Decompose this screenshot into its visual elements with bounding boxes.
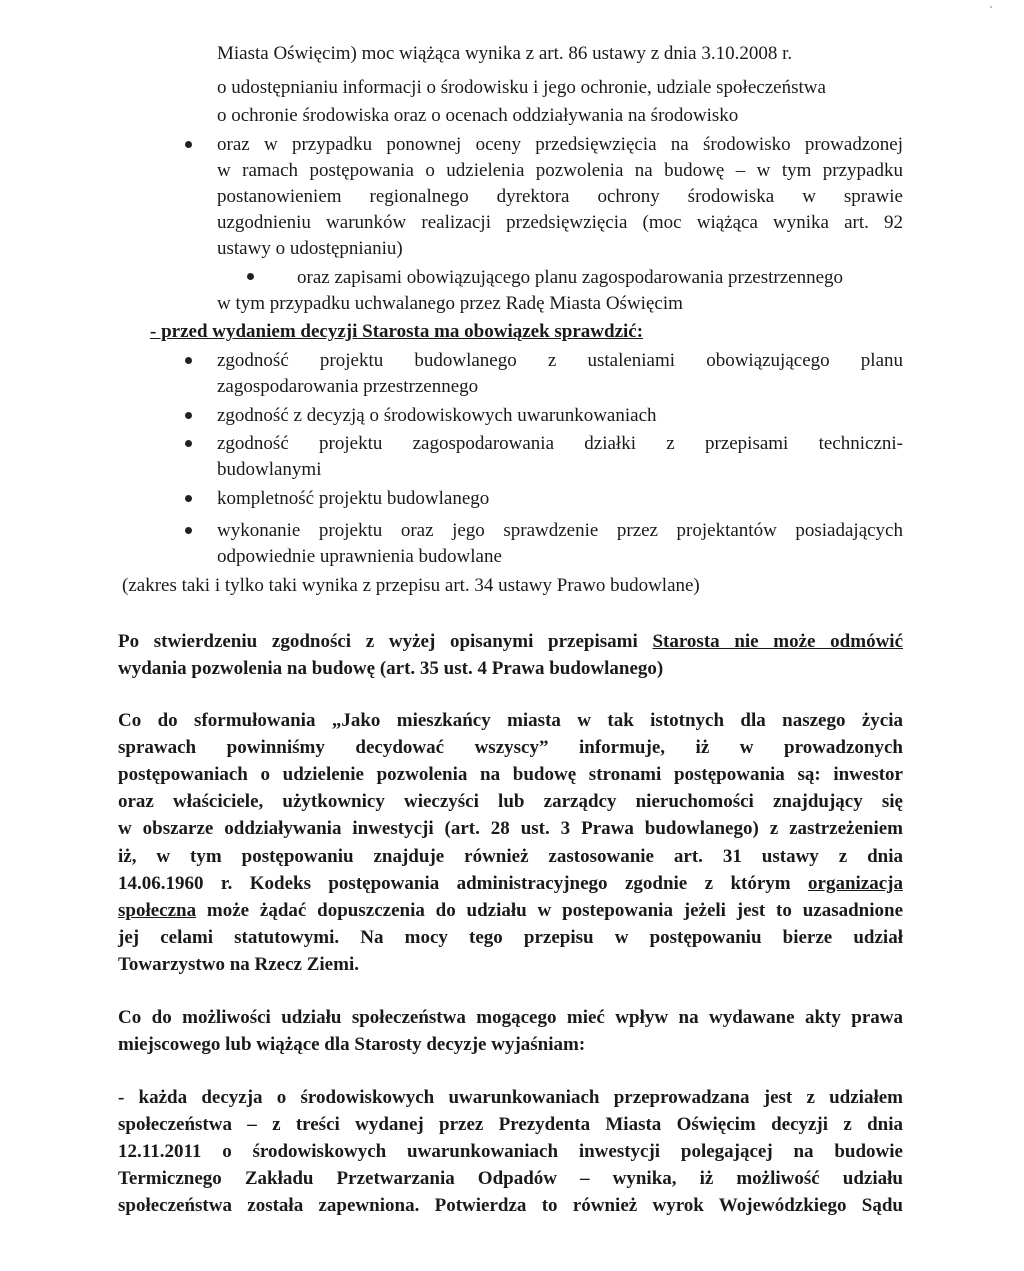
text-line: Miasta Oświęcim) moc wiążąca wynika z art. 86 ustawy z dnia 3.10.2008 r. [217, 43, 793, 64]
underlined-phrase: organizacja [808, 873, 903, 894]
text-line: Termicznego Zakładu Przetwarzania Odpadów – wynika, iż możliwość udziału [118, 1168, 903, 1189]
text-line: oraz zapisami obowiązującego planu zagospodarowania przestrzennego [297, 267, 844, 288]
text-line: w ramach postępowania o udzielenia pozwolenia na budowę – w tym przypadku [217, 160, 903, 181]
bullet-dot [185, 495, 192, 502]
text-line: o udostępnianiu informacji o środowisku i jego ochronie, udziale społeczeństwa [217, 77, 826, 98]
bullet-dot [185, 527, 192, 534]
text-line: postanowieniem regionalnego dyrektora ochrony środowiska w sprawie [217, 186, 903, 207]
text-line: zagospodarowania przestrzennego [217, 376, 479, 397]
text-segment: może żądać dopuszczenia do udziału w postepowania jeżeli jest to uzasadnione [196, 900, 903, 921]
text-line: społeczeństwa – z treści wydanej przez Prezydenta Miasta Oświęcim decyzji z dnia [118, 1114, 903, 1135]
section-heading: - przed wydaniem decyzji Starosta ma obowiązek sprawdzić: [150, 321, 644, 342]
text-line: Towarzystwo na Rzecz Ziemi. [118, 954, 359, 975]
text-line [118, 899, 903, 923]
text-line: iż, w tym postępowaniu znajduje również zastosowanie art. 31 ustawy z dnia [118, 846, 903, 867]
bullet-dot [185, 357, 192, 364]
underlined-phrase: społeczna [118, 900, 197, 921]
text-line: w obszarze oddziaływania inwestycji (art. 28 ust. 3 Prawa budowlanego) z zastrzeżeniem [118, 818, 903, 839]
text-line [118, 630, 903, 654]
text-line: ustawy o udostępnianiu) [217, 238, 403, 259]
underlined-phrase: Starosta nie może odmówić [652, 631, 903, 652]
scan-speck [990, 6, 992, 8]
text-line: 12.11.2011 o środowiskowych uwarunkowaniach inwestycji polegającej na budowie [118, 1141, 903, 1162]
text-line: uzgodnieniu warunków realizacji przedsięwzięcia (moc wiążąca wynika art. 92 [217, 212, 903, 233]
text-segment: 14.06.1960 r. Kodeks postępowania administracyjnego zgodnie z którym [118, 873, 809, 894]
text-line: Co do sformułowania „Jako mieszkańcy miasta w tak istotnych dla naszego życia [118, 710, 903, 731]
text-line: - każda decyzja o środowiskowych uwarunkowaniach przeprowadzana jest z udziałem [118, 1087, 903, 1108]
text-line: jej celami statutowymi. Na mocy tego przepisu w postępowaniu bierze udział [118, 927, 903, 948]
bullet-dot [185, 412, 192, 419]
text-line: odpowiednie uprawnienia budowlane [217, 546, 502, 567]
text-line [118, 872, 903, 896]
bullet-dot [185, 141, 192, 148]
text-line: sprawach powinniśmy decydować wszyscy” informuje, iż w prowadzonych [118, 737, 903, 758]
text-line: wykonanie projektu oraz jego sprawdzenie przez projektantów posiadających [217, 520, 903, 541]
scope-note: (zakres taki i tylko taki wynika z przepisu art. 34 ustawy Prawo budowlane) [122, 575, 700, 596]
text-line: budowlanymi [217, 459, 322, 480]
text-line: zgodność projektu zagospodarowania działki z przepisami techniczni- [217, 433, 903, 454]
text-line: Co do możliwości udziału społeczeństwa mogącego mieć wpływ na wydawane akty prawa [118, 1007, 903, 1028]
text-line: zgodność projektu budowlanego z ustaleniami obowiązującego planu [217, 350, 903, 371]
text-line: miejscowego lub wiążące dla Starosty decyzje wyjaśniam: [118, 1034, 586, 1055]
text-line: społeczeństwa została zapewniona. Potwierdza to również wyrok Wojewódzkiego Sądu [118, 1195, 903, 1216]
text-line: wydania pozwolenia na budowę (art. 35 ust. 4 Prawa budowlanego) [118, 658, 664, 679]
text-line: oraz w przypadku ponownej oceny przedsięwzięcia na środowisko prowadzonej [217, 134, 903, 155]
text-line: kompletność projektu budowlanego [217, 488, 490, 509]
bullet-dot [247, 273, 254, 280]
text-line: w tym przypadku uchwalanego przez Radę Miasta Oświęcim [217, 293, 683, 314]
text-line: zgodność z decyzją o środowiskowych uwarunkowaniach [217, 405, 657, 426]
text-line: postępowaniach o udzielenie pozwolenia na budowę stronami postępowania są: inwestor [118, 764, 903, 785]
text-line: o ochronie środowiska oraz o ocenach oddziaływania na środowisko [217, 105, 739, 126]
text-line: oraz właściciele, użytkownicy wieczyści lub zarządcy nieruchomości znajdujący się [118, 791, 903, 812]
bullet-dot [185, 440, 192, 447]
text-segment: Po stwierdzeniu zgodności z wyżej opisanymi przepisami [118, 631, 653, 652]
